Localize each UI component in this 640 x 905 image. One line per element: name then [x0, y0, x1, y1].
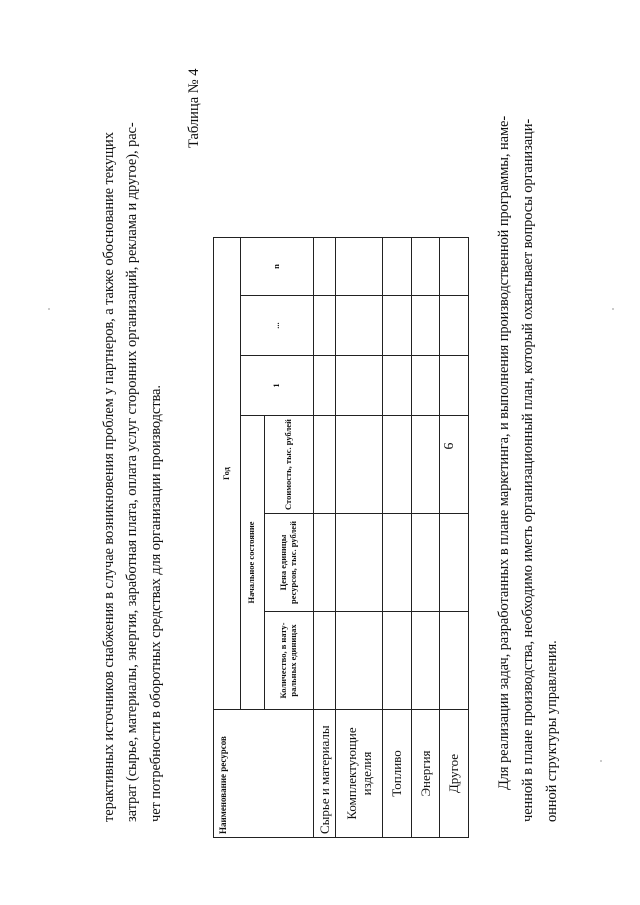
table-cell	[440, 296, 469, 356]
table-cell	[313, 356, 335, 416]
header-year: Год	[214, 238, 241, 710]
paragraph-line: затрат (сырье, материалы, энергия, заработная плата, оплата услуг сторонних организаций, реклама и другое), рас-	[124, 122, 140, 822]
paragraph-line: терактивных источников снабжения в случае возникновения проблем у партнеров, а также обоснование текущих	[101, 132, 117, 822]
table-cell	[440, 612, 469, 710]
table-title: Таблица № 4	[186, 68, 202, 148]
table-cell	[411, 356, 440, 416]
row-label: Топливо	[383, 710, 412, 838]
table-cell	[383, 296, 412, 356]
table-cell	[411, 514, 440, 612]
scan-speck	[600, 760, 602, 762]
header-initial-state: Начальное состояние	[240, 416, 264, 710]
scan-speck	[48, 308, 50, 310]
header-unit-price: Цена единицы ресурсов, тыс. рублей	[264, 514, 313, 612]
table-cell	[411, 416, 440, 514]
table-cell	[383, 356, 412, 416]
header-year-dots: ...	[240, 296, 313, 356]
table-cell	[383, 612, 412, 710]
row-label: Сырье и материалы	[313, 710, 335, 838]
row-label: Комплектующие изделия	[336, 710, 383, 838]
table-cell	[411, 612, 440, 710]
table-cell	[313, 416, 335, 514]
table-cell	[336, 356, 383, 416]
table-cell	[383, 514, 412, 612]
header-quantity: Количество, в нату-ральных единицах	[264, 612, 313, 710]
table-cell	[411, 296, 440, 356]
paragraph-line: онной структуры управления.	[544, 640, 560, 822]
table-cell	[336, 612, 383, 710]
table-cell	[440, 514, 469, 612]
table-cell	[313, 238, 335, 296]
header-cost: Стоимость, тыс. рублей	[264, 416, 313, 514]
table-cell	[336, 296, 383, 356]
table-cell	[313, 514, 335, 612]
paragraph-line: чет потребности в оборотных средствах для организации производства.	[148, 385, 164, 822]
scan-speck	[612, 308, 614, 310]
table-cell	[336, 238, 383, 296]
page-number: 9	[440, 442, 455, 450]
resources-table	[213, 238, 469, 838]
paragraph-line: ченной в плане производства, необходимо иметь организационный план, который охватывает вопросы организаци-	[520, 118, 536, 822]
table-cell	[313, 296, 335, 356]
table-cell	[440, 416, 469, 514]
table-cell	[336, 514, 383, 612]
row-label: Энергия	[411, 710, 440, 838]
table-cell	[336, 416, 383, 514]
header-year-1: 1	[240, 356, 313, 416]
table-cell	[440, 356, 469, 416]
paragraph-line: Для реализации задач, разработанных в плане маркетинга, и выполнения производственной программы, наме-	[496, 115, 512, 790]
table-cell	[440, 238, 469, 296]
header-year-n: n	[240, 238, 313, 296]
table-cell	[411, 238, 440, 296]
table-cell	[383, 238, 412, 296]
table-cell	[313, 612, 335, 710]
table-cell	[383, 416, 412, 514]
header-resource-name: Наименование ресурсов	[214, 710, 314, 838]
row-label: Другое	[440, 710, 469, 838]
